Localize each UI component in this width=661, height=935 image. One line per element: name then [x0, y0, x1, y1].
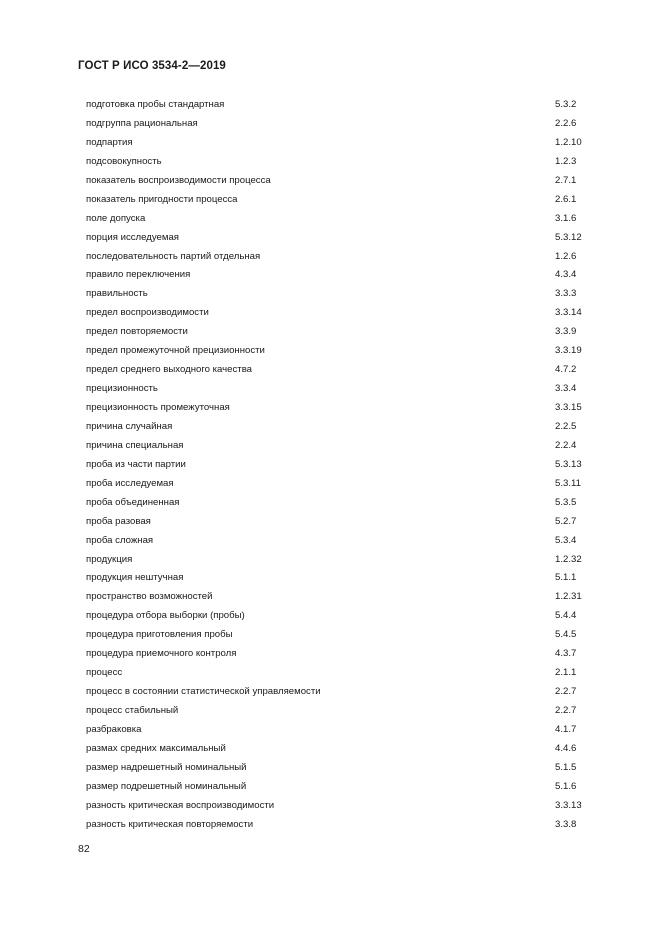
index-entry	[86, 588, 596, 607]
index-reference: 4.3.4	[555, 269, 577, 281]
index-reference: 5.2.7	[555, 515, 577, 527]
index-entry	[86, 778, 596, 797]
index-entry	[86, 210, 596, 229]
index-reference: 2.2.4	[555, 439, 577, 451]
index-reference: 2.6.1	[555, 193, 577, 205]
index-entry	[86, 645, 596, 664]
index-term: размер надрешетный номинальный	[86, 761, 247, 773]
index-entry	[86, 740, 596, 759]
document-header: ГОСТ Р ИСО 3534-2—2019	[78, 60, 226, 72]
index-term: последовательность партий отдельная	[86, 250, 261, 262]
index-reference: 4.3.7	[555, 648, 577, 660]
index-reference: 4.7.2	[555, 364, 577, 376]
index-term: разбраковка	[86, 723, 142, 735]
index-term: предел повторяемости	[86, 326, 188, 338]
index-term: размах средних максимальный	[86, 742, 226, 754]
index-entry	[86, 475, 596, 494]
index-term: проба разовая	[86, 515, 151, 527]
index-entry	[86, 96, 596, 115]
index-entry	[86, 266, 596, 285]
index-term: прецизионность промежуточная	[86, 402, 230, 413]
index-term: продукция нештучная	[86, 572, 184, 584]
index-reference: 2.2.5	[555, 420, 577, 432]
index-reference: 3.3.15	[555, 402, 582, 413]
index-term: подготовка пробы стандартная	[86, 99, 225, 110]
index-reference: 2.1.1	[555, 667, 577, 679]
index-entry	[86, 304, 596, 323]
index-entry	[86, 115, 596, 134]
index-term: разность критическая воспроизводимости	[86, 799, 275, 811]
index-reference: 3.3.4	[555, 383, 577, 395]
index-entry	[86, 153, 596, 172]
index-reference: 3.3.9	[555, 326, 577, 338]
index-term: поле допуска	[86, 212, 146, 224]
index-entry	[86, 551, 596, 570]
index-reference: 3.3.8	[555, 818, 577, 830]
index-term: предел воспроизводимости	[86, 307, 209, 319]
index-reference: 3.3.14	[555, 307, 582, 319]
index-term: подсовокупность	[86, 155, 162, 167]
index-entry	[86, 626, 596, 645]
index-reference: 5.3.11	[555, 477, 581, 489]
index-entry	[86, 456, 596, 475]
index-reference: 2.2.7	[555, 686, 577, 698]
index-term: прецизионность	[86, 383, 158, 395]
index-reference: 5.4.4	[555, 610, 577, 622]
index-entry	[86, 134, 596, 153]
index-entry	[86, 759, 596, 778]
index-entry	[86, 172, 596, 191]
index-reference: 5.4.5	[555, 629, 577, 641]
index-entry	[86, 702, 596, 721]
index-entry	[86, 285, 596, 304]
index-term: процедура приемочного контроля	[86, 648, 237, 660]
index-entry	[86, 797, 596, 816]
index-entry	[86, 607, 596, 626]
index-reference: 3.3.19	[555, 345, 582, 357]
index-term: проба исследуемая	[86, 477, 174, 489]
index-entry	[86, 721, 596, 740]
index-reference: 2.2.7	[555, 705, 577, 716]
index-term: процесс	[86, 667, 123, 679]
index-reference: 1.2.32	[555, 553, 582, 565]
index-entry	[86, 513, 596, 532]
index-term: правило переключения	[86, 269, 191, 281]
page-number: 82	[78, 843, 90, 855]
index-entry	[86, 399, 596, 418]
index-term: подгруппа рациональная	[86, 117, 198, 129]
index-term: подпартия	[86, 136, 133, 148]
index-entry	[86, 248, 596, 267]
index-term: проба сложная	[86, 534, 154, 546]
index-reference: 5.3.5	[555, 496, 577, 508]
index-term: показатель пригодности процесса	[86, 193, 238, 205]
index-term: причина специальная	[86, 439, 184, 451]
index-term: предел промежуточной прецизионности	[86, 345, 265, 357]
index-entry	[86, 437, 596, 456]
index-term: пространство возможностей	[86, 591, 213, 603]
index-term: проба из части партии	[86, 458, 186, 470]
index-reference: 4.1.7	[555, 723, 577, 735]
index-entry	[86, 229, 596, 248]
index-reference: 3.3.3	[555, 288, 577, 300]
index-term: процедура отбора выборки (пробы)	[86, 610, 245, 622]
index-term: процесс стабильный	[86, 705, 179, 716]
index-reference: 3.3.13	[555, 799, 582, 811]
index-term: предел среднего выходного качества	[86, 364, 253, 376]
index-reference: 5.1.6	[555, 780, 577, 792]
index-term: показатель воспроизводимости процесса	[86, 174, 271, 186]
index-term: процедура приготовления пробы	[86, 629, 233, 641]
index-term: порция исследуемая	[86, 231, 180, 243]
index-entry	[86, 569, 596, 588]
index-entry	[86, 816, 596, 835]
index-entry	[86, 418, 596, 437]
index-entry	[86, 683, 596, 702]
index-entry	[86, 494, 596, 513]
index-term: проба объединенная	[86, 496, 180, 508]
index-reference: 2.7.1	[555, 174, 577, 186]
index-entry	[86, 532, 596, 551]
index-term: причина случайная	[86, 420, 173, 432]
index-reference: 1.2.31	[555, 591, 582, 603]
index-reference: 5.3.2	[555, 99, 577, 110]
index-entry	[86, 323, 596, 342]
index-reference: 5.3.4	[555, 534, 577, 546]
index-term: продукция	[86, 553, 133, 565]
index-reference: 5.1.1	[555, 572, 577, 584]
index-reference: 1.2.10	[555, 136, 582, 148]
index-term: процесс в состоянии статистической управляемости	[86, 686, 321, 698]
index-reference: 2.2.6	[555, 117, 577, 129]
alphabetical-index	[86, 96, 596, 835]
index-reference: 5.1.5	[555, 761, 577, 773]
index-term: размер подрешетный номинальный	[86, 780, 247, 792]
index-reference: 5.3.12	[555, 231, 582, 243]
index-entry	[86, 380, 596, 399]
index-entry	[86, 342, 596, 361]
index-term: правильность	[86, 288, 148, 300]
index-reference: 5.3.13	[555, 458, 582, 470]
index-reference: 1.2.6	[555, 250, 577, 262]
index-reference: 3.1.6	[555, 212, 577, 224]
index-entry	[86, 664, 596, 683]
index-reference: 1.2.3	[555, 155, 577, 167]
index-entry	[86, 361, 596, 380]
index-term: разность критическая повторяемости	[86, 818, 254, 830]
index-reference: 4.4.6	[555, 742, 577, 754]
index-entry	[86, 191, 596, 210]
